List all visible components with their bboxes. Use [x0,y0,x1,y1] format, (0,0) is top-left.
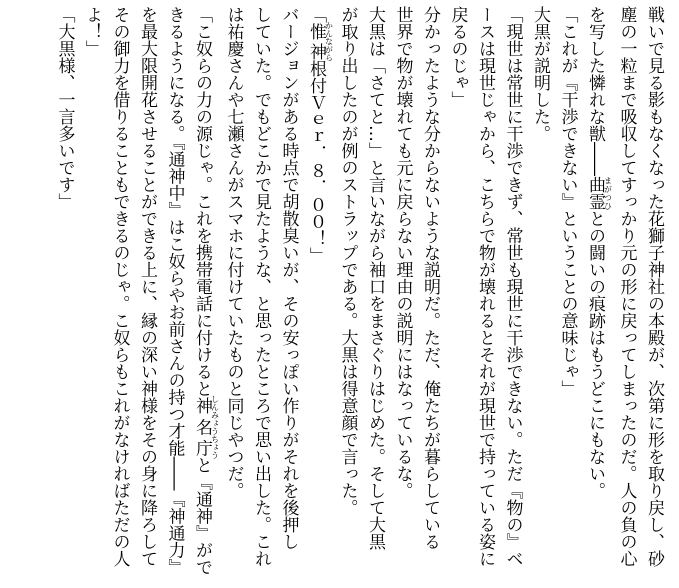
paragraph-line: きるようになる。『通神中』はこ奴らやお前さんの持つ才能――『神通力』 [164,6,185,576]
paragraph-line: ースは現世じゃから、こちらで物が壊れるとそれが現世で持っている姿に [475,6,495,567]
paragraph-line: 「大黒様、一言多いです」 [54,6,75,210]
furigana: 惟神かんながら [306,21,334,62]
paragraph-line: 「こ奴らの力の源じゃ。これを携帯電話に付けると神名庁しんみょうちょうと『通神』がで [192,6,220,576]
paragraph-line: 分かったような分からないような説明だ。ただ、俺たちが暮らしている [420,6,440,550]
furigana-reading: かんながら [324,21,334,62]
paragraph-line: 世界で物が壊れても元に戻らない理由の説明にはなっているな。 [392,6,413,499]
paragraph-line: バージョンがある時点で胡散臭いが、その安っぽい作りがそれを後押し [278,6,299,550]
paragraph-line: 戦いで見る影もなくなった花獅子神社の本殿が、次第に形を取り戻し、砂 [644,6,664,567]
paragraph-line: よ！」 [82,6,102,57]
paragraph-line: を写した憐れな獣――曲霊まがつひとの闘いの痕跡はもうどこにもない。 [585,6,613,499]
paragraph-line: していた。でもどこかで見たような、と思ったところで思い出した。これ [251,6,271,567]
paragraph-line: は祐慶さんや七瀬さんがスマホに付けていたものと同じやつだ。 [223,6,244,499]
paragraph-line: 大黒が説明した。 [530,6,550,142]
paragraph-line: その御力を借りることもできるのじゃ。こ奴らもこれがなければただの人 [109,6,130,567]
paragraph-line: を最大限開花させることができる上に、縁の深い神様をその身に降ろして [137,6,157,567]
paragraph-line: 塵の一粒まで吸収してすっかり元の形に戻ってしまったのだ。人の負の心 [616,6,637,567]
furigana-reading: しんみょうちょう [210,394,220,459]
paragraph-line: 「現世は常世に干渉できず、常世も現世に干渉できない。ただ『物の』ベ [502,6,523,567]
furigana: 神名庁しんみょうちょう [192,394,220,459]
paragraph-line: 大黒は「さてと…」と言いながら袖口をまさぐりはじめた。そして大黒 [365,6,385,550]
paragraph-line: 「惟神かんながら根付Ｖｅｒ．８．００！」 [306,6,334,264]
paragraph-line: が取り出したのが例のストラップである。大黒は得意顔で言った。 [337,6,358,516]
paragraph-line: 「これが『干渉できない』ということの意味じゃ」 [557,6,578,397]
vertical-text-page [5,6,667,584]
paragraph-line: 戻るのじゃ」 [447,6,468,108]
furigana: 曲霊まがつひ [585,176,613,210]
furigana-reading: まがつひ [603,176,613,210]
